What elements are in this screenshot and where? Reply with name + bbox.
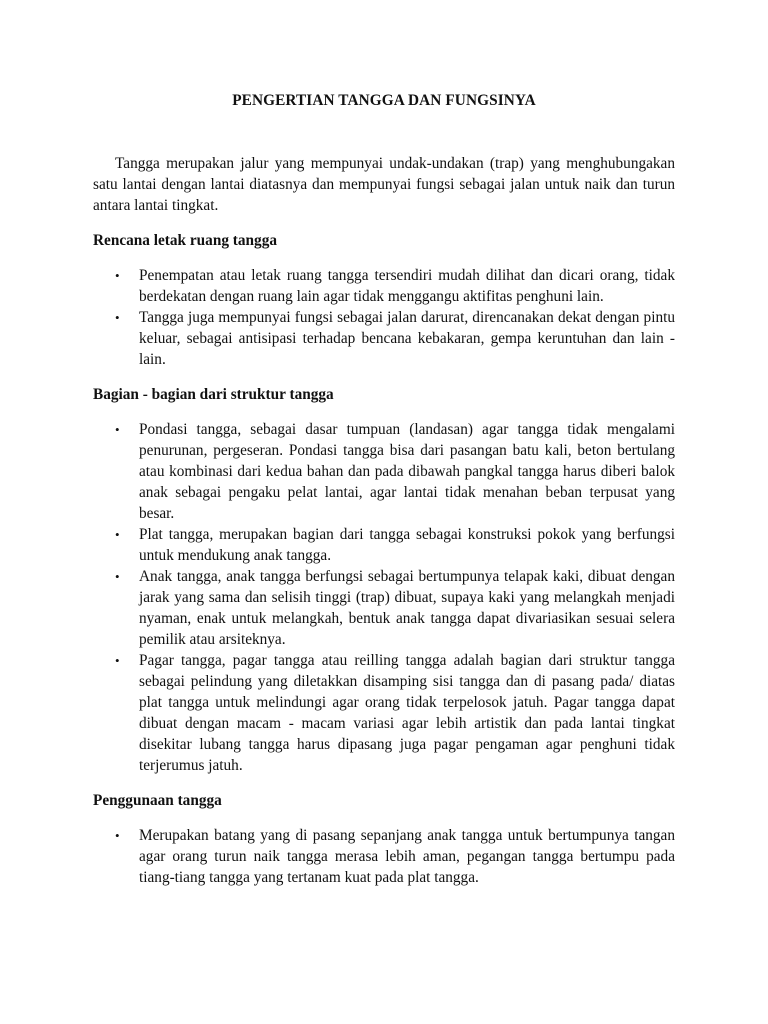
bullet-icon: •: [115, 422, 120, 437]
list-item-text: Plat tangga, merupakan bagian dari tangga sebagai konstruksi pokok yang berfungsi untuk mendukung anak tangga.: [139, 526, 675, 564]
bullet-icon: •: [115, 527, 120, 542]
bullet-list-bagian: [93, 419, 675, 776]
list-item-text: Pondasi tangga, sebagai dasar tumpuan (landasan) agar tangga tidak mengalami penurunan, pergeseran. Pondasi tangga bisa dari pasangan batu kali, beton bertulang atau kombinasi dari kedua bahan dan pada dibawah pangkal tangga harus diberi balok anak sebagai pengaku pelat lantai, agar lantai tidak menahan beban terpusat yang besar.: [139, 421, 675, 522]
section-heading-bagian: Bagian - bagian dari struktur tangga: [93, 386, 334, 403]
list-item-text: Tangga juga mempunyai fungsi sebagai jalan darurat, direncanakan dekat dengan pintu keluar, sebagai antisipasi terhadap bencana kebakaran, gempa keruntuhan dan lain - lain.: [139, 309, 675, 368]
list-item-text: Penempatan atau letak ruang tangga tersendiri mudah dilihat dan dicari orang, tidak berdekatan dengan ruang lain agar tidak menggangu aktifitas penghuni lain.: [139, 267, 675, 305]
list-item: [93, 265, 675, 307]
section-heading-penggunaan: Penggunaan tangga: [93, 792, 222, 809]
list-item: [93, 566, 675, 650]
list-item-text: Merupakan batang yang di pasang sepanjang anak tangga untuk bertumpunya tangan agar orang turun naik tangga merasa lebih aman, pegangan tangga bertumpu pada tiang-tiang tangga yang tertanam kuat pada plat tangga.: [139, 827, 675, 886]
bullet-icon: •: [115, 653, 120, 668]
bullet-icon: •: [115, 569, 120, 584]
list-item: [93, 825, 675, 888]
list-item-text: Pagar tangga, pagar tangga atau reilling tangga adalah bagian dari struktur tangga sebagai pelindung yang diletakkan disamping sisi tangga dan di pasang pada/ diatas plat tangga untuk melindungi agar orang tidak terpelosok jatuh. Pagar tangga dapat dibuat dengan macam - macam variasi agar lebih artistik dan pada lantai tingkat disekitar lubang tangga harus dipasang juga pagar pengaman agar penghuni tidak terjerumus jatuh.: [139, 652, 675, 774]
document-title: PENGERTIAN TANGGA DAN FUNGSINYA: [232, 92, 536, 109]
list-item: [93, 419, 675, 524]
bullet-icon: •: [115, 268, 120, 283]
list-item: [93, 307, 675, 370]
list-item: [93, 524, 675, 566]
list-item-text: Anak tangga, anak tangga berfungsi sebagai bertumpunya telapak kaki, dibuat dengan jarak yang sama dan selisih tinggi (trap) dibuat, supaya kaki yang melangkah menjadi nyaman, enak untuk melangkah, bentuk anak tangga dapat divariasikan sesuai selera pemilik atau arsiteknya.: [139, 568, 675, 648]
section-heading-rencana: Rencana letak ruang tangga: [93, 232, 277, 249]
bullet-list-rencana: [93, 265, 675, 370]
bullet-list-penggunaan: [93, 825, 675, 888]
bullet-icon: •: [115, 828, 120, 843]
bullet-icon: •: [115, 310, 120, 325]
list-item: [93, 650, 675, 776]
document-body: [93, 153, 675, 888]
intro-paragraph: Tangga merupakan jalur yang mempunyai undak-undakan (trap) yang menghubungakan satu lantai dengan lantai diatasnya dan mempunyai fungsi sebagai jalan untuk naik dan turun antara lantai tingkat.: [93, 155, 675, 214]
